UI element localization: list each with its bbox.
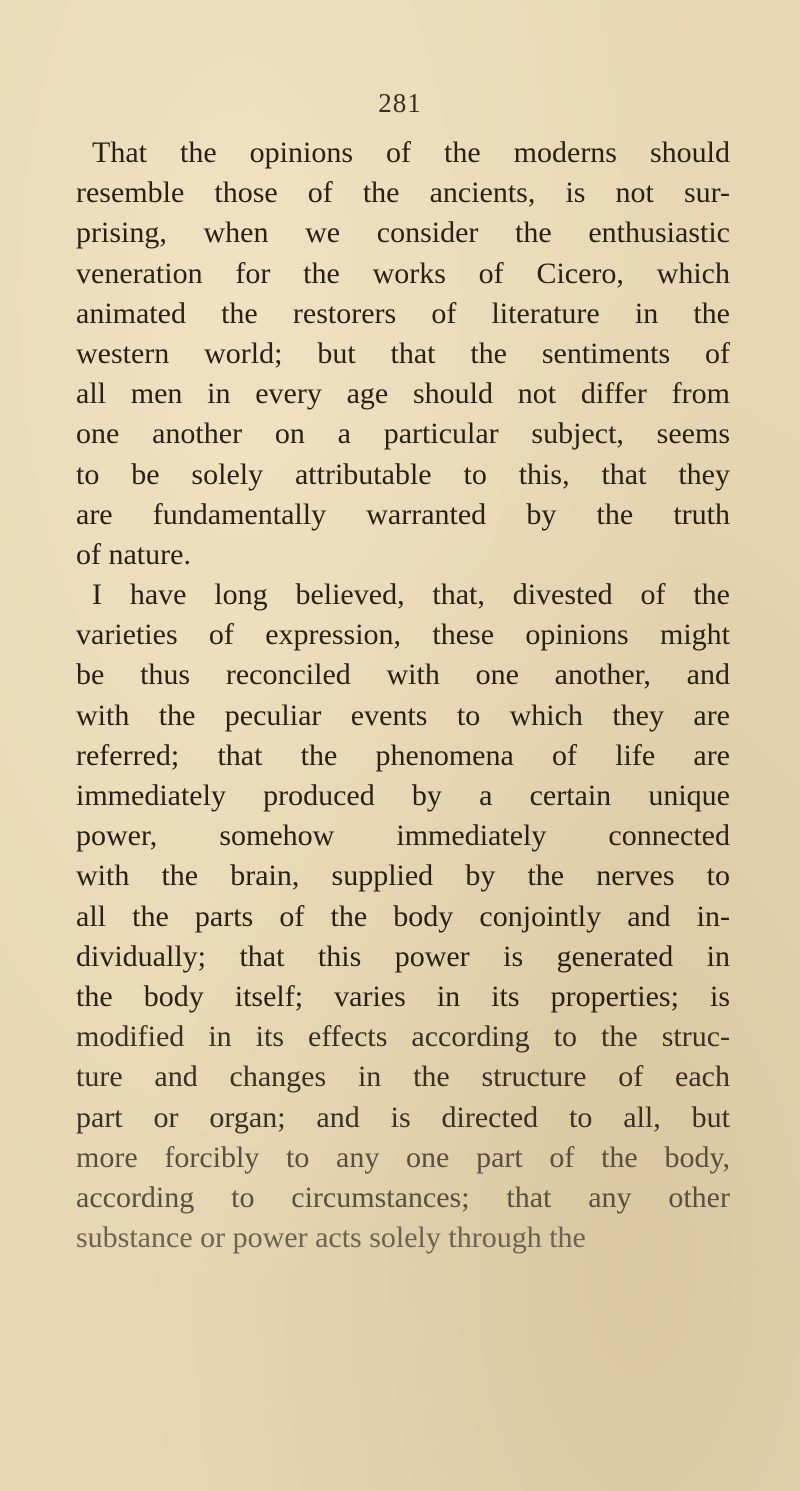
- text-line: substance or power acts solely through the: [76, 1221, 586, 1255]
- text-line: animated the restorers of literature in the: [76, 296, 730, 330]
- text-line: with the brain, supplied by the nerves to: [76, 859, 730, 893]
- text-line: the body itself; varies in its properties; is: [76, 979, 730, 1013]
- text-line: power, somehow immediately connected: [76, 819, 730, 853]
- text-line: of nature.: [76, 537, 191, 571]
- text-line: to be solely attributable to this, that they: [76, 457, 730, 491]
- text-line: referred; that the phenomena of life are: [76, 738, 730, 772]
- text-line: western world; but that the sentiments of: [76, 336, 730, 370]
- text-line: part or organ; and is directed to all, but: [76, 1100, 730, 1134]
- text-line: according to circumstances; that any other: [76, 1180, 730, 1214]
- text-line: are fundamentally warranted by the truth: [76, 497, 730, 531]
- body-text: [76, 133, 730, 1258]
- text-line: I have long believed, that, divested of the: [92, 578, 730, 612]
- text-line: one another on a particular subject, seems: [76, 417, 730, 451]
- text-line: all the parts of the body conjointly and in-: [76, 899, 730, 933]
- text-line: with the peculiar events to which they are: [76, 698, 730, 732]
- text-line: varieties of expression, these opinions might: [76, 618, 730, 652]
- text-line: veneration for the works of Cicero, which: [76, 256, 730, 290]
- text-line: ture and changes in the structure of each: [76, 1060, 730, 1094]
- text-line: dividually; that this power is generated in: [76, 939, 730, 973]
- text-line: be thus reconciled with one another, and: [76, 658, 730, 692]
- page-number: 281: [378, 88, 422, 118]
- text-line: That the opinions of the moderns should: [92, 136, 730, 169]
- text-line: prising, when we consider the enthusiastic: [76, 216, 730, 250]
- text-line: immediately produced by a certain unique: [76, 779, 730, 812]
- text-line: all men in every age should not differ from: [76, 377, 730, 411]
- text-line: modified in its effects according to the struc-: [76, 1020, 730, 1054]
- text-line: more forcibly to any one part of the body,: [76, 1140, 730, 1174]
- text-line: resemble those of the ancients, is not sur-: [76, 176, 730, 210]
